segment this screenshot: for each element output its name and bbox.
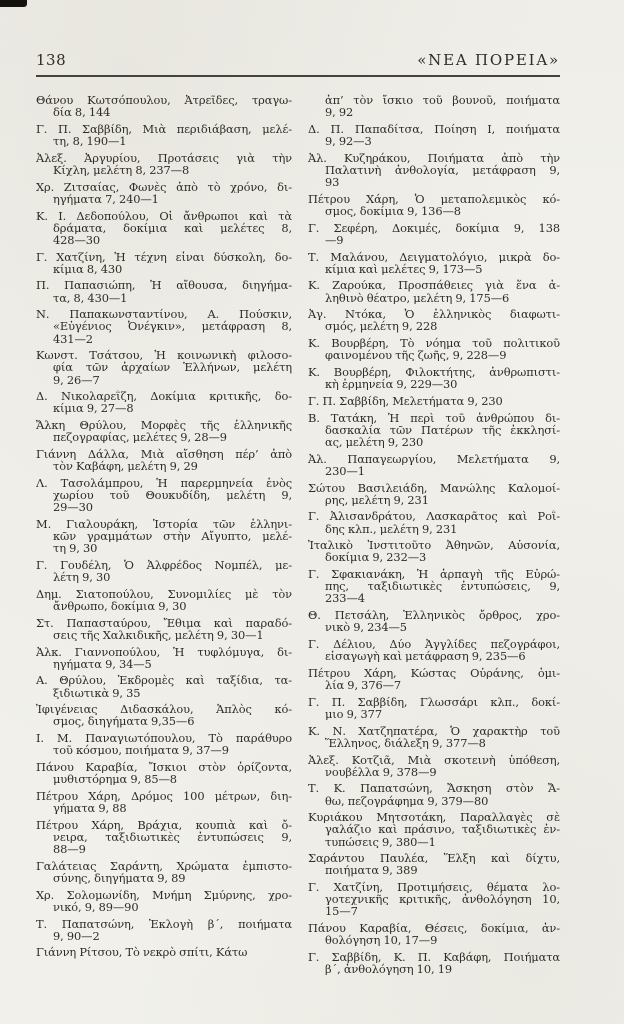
bibliography-entry bbox=[308, 222, 560, 246]
bibliography-entry bbox=[308, 308, 560, 332]
entry-line: Χρ. Σολομωνίδη, Μνήμη Σμύρνης, χρο- bbox=[36, 888, 292, 901]
entry-line: δασκαλία τῶν Πατέρων τῆς ἐκκλησί- bbox=[325, 423, 560, 436]
bibliography-entry bbox=[36, 819, 292, 855]
bibliography-entry bbox=[36, 181, 292, 205]
entry-line: εἰσαγωγὴ καὶ μετάφραση 9, 235—6 bbox=[325, 650, 526, 663]
entry-line: Τ. Κ. Παπατσώνη, Ἄσκηση στὸν Ἄ- bbox=[308, 782, 560, 795]
bibliography-entry bbox=[36, 419, 292, 443]
bibliography-entry bbox=[308, 922, 560, 946]
entry-line: κῶν γραμμάτων στὴν Αἴγυπτο, μελέ- bbox=[53, 530, 292, 543]
entry-line: Λ. Τασολάμπρου, Ἡ παρερμηνεία ἑνὸς bbox=[36, 476, 292, 490]
entry-line: Κ. Βουρβέρη, Τὸ νόημα τοῦ πολιτικοῦ bbox=[308, 337, 560, 350]
entry-line: Κ. Ζαρούκα, Προσπάθειες γιὰ ἕνα ἀ- bbox=[308, 279, 560, 292]
left-column bbox=[36, 94, 292, 980]
entry-line: δράματα, δοκίμια καὶ μελέτες 8, bbox=[53, 221, 292, 234]
entry-line: νικό, 9, 89—90 bbox=[53, 900, 139, 913]
scan-edge-artifact bbox=[0, 0, 27, 7]
entry-line: Κ. Ν. Χατζηπατέρα, Ὁ χαρακτὴρ τοῦ bbox=[308, 724, 560, 737]
entry-line: κὴ ἑρμηνεία 9, 229—30 bbox=[325, 378, 458, 391]
entry-line: φία τῶν ἀρχαίων Ἑλλήνων, μελέτη bbox=[53, 361, 292, 374]
entry-line: γαλάζιο καὶ πράσινο, ταξιδιωτικὲς ἐν- bbox=[325, 823, 560, 836]
entry-line: πεζογραφίας, μελέτες 9, 28—9 bbox=[53, 431, 227, 444]
entry-line: Παλατινὴ ἀνθολογία, μετάφραση 9, bbox=[325, 163, 560, 177]
entry-line: Γ. Σφακιανάκη, Ἡ ἁρπαγὴ τῆς Εὐρώ- bbox=[308, 568, 560, 581]
entry-line: 9, 92—3 bbox=[325, 135, 372, 148]
entry-line: 88—9 bbox=[53, 843, 86, 856]
entry-line: 9, 26—7 bbox=[53, 373, 100, 386]
entry-line: Πέτρου Χάρη, Ὁ μεταπολεμικὸς κό- bbox=[308, 192, 560, 205]
entry-line: κίμια 9, 27—8 bbox=[53, 402, 134, 415]
entry-line: δης κλπ., μελέτη 9, 231 bbox=[325, 522, 458, 535]
bibliography-entry bbox=[308, 539, 560, 563]
entry-line: γοτεχνικῆς κριτικῆς, ἀνθολόγηση 10, bbox=[325, 893, 560, 906]
entry-line: μιο 9, 377 bbox=[325, 707, 382, 721]
bibliography-entry bbox=[36, 860, 292, 884]
entry-line: Χρ. Ζιτσαίας, Φωνὲς ἀπὸ τὸ χρόνο, δι- bbox=[36, 180, 292, 193]
entry-line: Γ. Π. Σαββίδη, Μιὰ περιδιάβαση, μελέ- bbox=[36, 122, 292, 136]
page-header bbox=[36, 51, 560, 70]
right-column bbox=[308, 94, 560, 980]
entry-line: Δημ. Σιατοπούλου, Συνομιλίες μὲ τὸν bbox=[36, 587, 292, 600]
bibliography-entry bbox=[308, 152, 560, 188]
entry-line: 9, 90—2 bbox=[53, 929, 100, 942]
entry-line: σμός, μελέτη 9, 228 bbox=[325, 320, 438, 333]
entry-line: τη, 8, 190—1 bbox=[53, 135, 127, 148]
entry-line: γήματα 9, 88 bbox=[53, 802, 127, 815]
entry-line: σεις τῆς Χαλκιδικῆς, μελέτη 9, 30—1 bbox=[53, 628, 264, 641]
entry-line: Σώτου Βασιλειάδη, Μανώλης Καλομοί- bbox=[308, 481, 560, 494]
entry-line: χωρίου τοῦ Θουκυδίδη, μελέτη 9, bbox=[53, 489, 292, 502]
entry-line: Γ. Σεφέρη, Δοκιμές, δοκίμια 9, 138 bbox=[308, 221, 560, 234]
entry-line: Γ. Π. Σαββίδη, Μελετήματα 9, 230 bbox=[308, 394, 503, 408]
entry-line: Στ. Παπασταύρου, Ἔθιμα καὶ παραδό- bbox=[36, 616, 292, 629]
entry-line: Πέτρου Χάρη, Δρόμος 100 μέτρων, διη- bbox=[36, 789, 292, 803]
bibliography-entry bbox=[36, 152, 292, 176]
bibliography-entry bbox=[308, 951, 560, 975]
bibliography-entry bbox=[308, 782, 560, 806]
bibliography-entry bbox=[36, 617, 292, 641]
entry-line: Ἀλ. Κυζηράκου, Ποιήματα ἀπὸ τὴν bbox=[308, 151, 560, 164]
entry-line: Θ. Πετσάλη, Ἑλληνικὸς ὄρθρος, χρο- bbox=[308, 609, 560, 622]
entry-line: Πέτρου Χάρη, Κώστας Οὐράνης, ὁμι- bbox=[308, 666, 560, 680]
entry-line: ξιδιωτικὰ 9, 35 bbox=[53, 686, 141, 699]
entry-line: ληθινὸ θέατρο, μελέτη 9, 175—6 bbox=[325, 291, 510, 304]
entry-line: Κυριάκου Μητσοτάκη, Παραλλαγὲς σὲ bbox=[308, 811, 560, 824]
entry-line: λέτη 9, 30 bbox=[53, 571, 111, 584]
entry-line: Μ. Γιαλουράκη, Ἱστορία τῶν ἑλληνι- bbox=[36, 517, 292, 531]
entry-line: Τ. Παπατσώνη, Ἐκλογὴ β΄, ποιήματα bbox=[36, 917, 292, 930]
bibliography-entry bbox=[308, 638, 560, 662]
entry-line: μυθιστόρημα 9, 85—8 bbox=[53, 773, 177, 786]
bibliography-entry bbox=[308, 251, 560, 275]
entry-line: Δ. Νικολαρεΐζη, Δοκίμια κριτικῆς, δο- bbox=[36, 390, 292, 403]
entry-line: Γ. Σαββίδη, Κ. Π. Καβάφη, Ποιήματα bbox=[308, 951, 560, 964]
bibliography-entry bbox=[308, 754, 560, 778]
entry-line: β΄, ἀνθολόγηση 10, 19 bbox=[325, 963, 453, 976]
bibliography-entry bbox=[36, 761, 292, 785]
bibliography-entry bbox=[308, 412, 560, 448]
entry-line: σμος, δοκίμια 9, 136—8 bbox=[325, 204, 461, 218]
entry-line: Β. Τατάκη, Ἡ περὶ τοῦ ἀνθρώπου δι- bbox=[308, 411, 560, 424]
bibliography-entry bbox=[36, 674, 292, 698]
bibliography-entry bbox=[308, 123, 560, 147]
bibliography-entry bbox=[308, 193, 560, 217]
entry-line: Ἀγ. Ντόκα, Ὁ ἑλληνικὸς διαφωτι- bbox=[308, 308, 560, 321]
entry-line: Πέτρου Χάρη, Βράχια, κουπιὰ καὶ ὄ- bbox=[36, 818, 292, 831]
entry-line: «Εὐγένιος Ὀνέγκιν», μετάφραση 8, bbox=[53, 320, 292, 333]
entry-line: Γιάννη Ρίτσου, Τὸ νεκρὸ σπίτι, Κάτω bbox=[36, 946, 248, 959]
entry-line: Ἀλ. Παπαγεωργίου, Μελετήματα 9, bbox=[308, 452, 560, 465]
bibliography-entry bbox=[36, 448, 292, 472]
entry-line: Γ. Π. Σαββίδη, Γλωσσάρι κλπ., δοκί- bbox=[308, 695, 560, 708]
bibliography-entry bbox=[308, 510, 560, 534]
entry-line: σύνης, διηγήματα 9, 89 bbox=[53, 871, 186, 885]
entry-line: τυπώσεις 9, 380—1 bbox=[325, 835, 436, 848]
entry-line: Κίχλη, μελέτη 8, 237—8 bbox=[53, 163, 190, 177]
entry-line: Δ. Π. Παπαδίτσα, Ποίηση Ι, ποιήματα bbox=[308, 122, 560, 136]
entry-line: Θάνου Κωτσόπουλου, Ἀτρεῖδες, τραγω- bbox=[36, 94, 292, 107]
bibliography-entry bbox=[308, 279, 560, 303]
bibliography-entry bbox=[308, 568, 560, 604]
entry-line: κίμια 8, 430 bbox=[53, 262, 123, 275]
entry-line: νουβέλλα 9, 378—9 bbox=[325, 765, 437, 778]
entry-line: Ἀλεξ. Κοτζιᾶ, Μιὰ σκοτεινὴ ὑπόθεση, bbox=[308, 753, 560, 766]
entry-line: δία 8, 144 bbox=[53, 106, 111, 119]
bibliography-entry bbox=[308, 852, 560, 876]
page-number: 138 bbox=[36, 51, 67, 69]
entry-line: ρης, μελέτη 9, 231 bbox=[325, 493, 429, 506]
bibliography-entry bbox=[308, 725, 560, 749]
bibliography-entry bbox=[36, 889, 292, 913]
entry-line: ηγήματα 7, 240—1 bbox=[53, 192, 159, 205]
bibliography-entry bbox=[308, 337, 560, 361]
bibliography-entry bbox=[36, 279, 292, 303]
entry-line: τὸν Καβάφη, μελέτη 9, 29 bbox=[53, 460, 198, 473]
bibliography-entry bbox=[36, 210, 292, 246]
entry-line: 230—1 bbox=[325, 464, 365, 477]
entry-line: 431—2 bbox=[53, 332, 93, 345]
entry-line: 233—4 bbox=[325, 592, 365, 605]
entry-line: Ἰταλικὸ Ἰνστιτοῦτο Ἀθηνῶν, Αὐσονία, bbox=[308, 539, 560, 552]
bibliography-entry bbox=[36, 946, 292, 958]
entry-line: Γαλάτειας Σαράντη, Χρώματα ἐμπιστο- bbox=[36, 859, 292, 872]
bibliography-entry bbox=[36, 646, 292, 670]
journal-title: «ΝΕΑ ΠΟΡΕΙΑ» bbox=[417, 51, 560, 69]
bibliography-entry bbox=[308, 609, 560, 633]
entry-line: δοκίμια 9, 232—3 bbox=[325, 551, 427, 564]
entry-line: ας, μελέτη 9, 230 bbox=[325, 435, 424, 449]
entry-line: Ἀλεξ. Ἀργυρίου, Προτάσεις γιὰ τὴν bbox=[36, 151, 292, 164]
entry-line: λία 9, 376—7 bbox=[325, 679, 402, 692]
entry-line: Κ. Βουρβέρη, Φιλοκτήτης, ἀνθρωπιστι- bbox=[308, 366, 560, 379]
entry-line: Α. Θρύλου, Ἐκδρομὲς καὶ ταξίδια, τα- bbox=[36, 674, 292, 687]
bibliography-entry bbox=[308, 94, 560, 118]
entry-line: 9, 92 bbox=[325, 106, 354, 119]
entry-line: 428—30 bbox=[53, 233, 101, 246]
entry-line: τοῦ κόσμου, ποιήματα 9, 37—9 bbox=[53, 744, 229, 757]
bibliography-entry bbox=[36, 251, 292, 275]
bibliography-entry bbox=[36, 123, 292, 147]
entry-line: —9 bbox=[325, 233, 344, 246]
entry-line: Ἀλκ. Γιαννοπούλου, Ἡ τυφλόμυγα, δι- bbox=[36, 645, 292, 658]
bibliography-entry bbox=[308, 453, 560, 477]
entry-line: θω, πεζογράφημα 9, 379—80 bbox=[325, 794, 489, 807]
bibliography-entry bbox=[36, 308, 292, 344]
bibliography-entry bbox=[36, 703, 292, 727]
entry-line: ἄνθρωπο, δοκίμια 9, 30 bbox=[53, 599, 187, 613]
entry-line: Κ. Ι. Δεδοπούλου, Οἱ ἄνθρωποι καὶ τὰ bbox=[36, 209, 292, 222]
entry-line: τα, 8, 430—1 bbox=[53, 291, 128, 304]
bibliography-entry bbox=[36, 588, 292, 612]
entry-line: Γ. Γουδέλη, Ὁ Ἀλφρέδος Νομπέλ, με- bbox=[36, 558, 292, 572]
entry-line: Γ. Δέλιου, Δύο Ἀγγλίδες πεζογράφοι, bbox=[308, 638, 560, 651]
bibliography-entry bbox=[36, 790, 292, 814]
bibliography-entry bbox=[36, 732, 292, 756]
bibliography-entry bbox=[36, 390, 292, 414]
entry-line: Ἕλληνος, διάλεξη 9, 377—8 bbox=[325, 736, 486, 749]
entry-line: 15—7 bbox=[325, 905, 358, 918]
entry-line: θολόγηση 10, 17—9 bbox=[325, 934, 438, 947]
entry-line: Κωνστ. Τσάτσου, Ἡ κοινωνικὴ φιλοσο- bbox=[36, 349, 292, 362]
entry-line: Ι. Μ. Παναγιωτόπουλου, Τὸ παράθυρο bbox=[36, 732, 292, 745]
bibliography-entry bbox=[36, 349, 292, 385]
entry-line: Π. Παπασιώπη, Ἡ αἴθουσα, διηγήμα- bbox=[36, 279, 292, 292]
bibliography-entry bbox=[308, 667, 560, 691]
entry-line: ἀπ’ τὸν ἴσκιο τοῦ βουνοῦ, ποιήματα bbox=[325, 94, 560, 107]
entry-line: τη 9, 30 bbox=[53, 542, 98, 555]
bibliography-entry bbox=[308, 395, 560, 407]
bibliography-entry bbox=[36, 94, 292, 118]
bibliography-entry bbox=[308, 881, 560, 917]
entry-line: Τ. Μαλάνου, Δειγματολόγιο, μικρὰ δο- bbox=[308, 250, 560, 263]
entry-line: Πάνου Καραβία, Θέσεις, δοκίμια, ἀν- bbox=[308, 922, 560, 935]
entry-line: Γ. Ἀλισανδράτου, Λασκαρᾶτος καὶ Ροΐ- bbox=[308, 510, 560, 523]
entry-line: Ν. Παπακωνσταντίνου, Α. Πούσκιν, bbox=[36, 308, 292, 321]
header-rule bbox=[36, 75, 560, 77]
bibliography-entry bbox=[36, 559, 292, 583]
entry-line: Γ. Χατζίνη, Ἡ τέχνη εἶναι δύσκολη, δο- bbox=[36, 250, 292, 263]
entry-line: 93 bbox=[325, 176, 340, 189]
bibliography-index bbox=[36, 94, 560, 980]
bibliography-entry bbox=[36, 518, 292, 554]
entry-line: Πάνου Καραβία, Ἴσκιοι στὸν ὁρίζοντα, bbox=[36, 761, 292, 774]
entry-line: σμος, διηγήματα 9,35—6 bbox=[53, 715, 195, 728]
entry-line: Σαράντου Παυλέα, Ἕλξη καὶ δίχτυ, bbox=[308, 852, 560, 865]
entry-line: κίμια καὶ μελέτες 9, 173—5 bbox=[325, 262, 483, 275]
bibliography-entry bbox=[308, 482, 560, 506]
entry-line: νειρα, ταξιδιωτικὲς ἐντυπώσεις 9, bbox=[53, 830, 292, 844]
entry-line: νικὸ 9, 234—5 bbox=[325, 621, 407, 634]
entry-line: ηγήματα 9, 34—5 bbox=[53, 657, 152, 670]
entry-line: Ἰφιγένειας Διδασκάλου, Ἁπλὸς κό- bbox=[36, 703, 292, 716]
entry-line: Ἄλκη Θρύλου, Μορφὲς τῆς ἑλληνικῆς bbox=[36, 419, 292, 432]
entry-line: ποιήματα 9, 389 bbox=[325, 864, 418, 877]
bibliography-entry bbox=[36, 477, 292, 513]
bibliography-entry bbox=[308, 696, 560, 720]
entry-line: Γιάννη Δάλλα, Μιὰ αἴσθηση πέρ’ ἀπὸ bbox=[36, 448, 292, 461]
bibliography-entry bbox=[308, 366, 560, 390]
entry-line: φαινομένου τῆς ζωῆς, 9, 228—9 bbox=[325, 349, 507, 362]
entry-line: Γ. Χατζίνη, Προτιμήσεις, θέματα λο- bbox=[308, 881, 560, 894]
entry-line: 29—30 bbox=[53, 501, 93, 514]
bibliography-entry bbox=[308, 811, 560, 847]
bibliography-entry bbox=[36, 918, 292, 942]
entry-line: πης, ταξιδιωτικὲς ἐντυπώσεις, 9, bbox=[325, 580, 560, 593]
